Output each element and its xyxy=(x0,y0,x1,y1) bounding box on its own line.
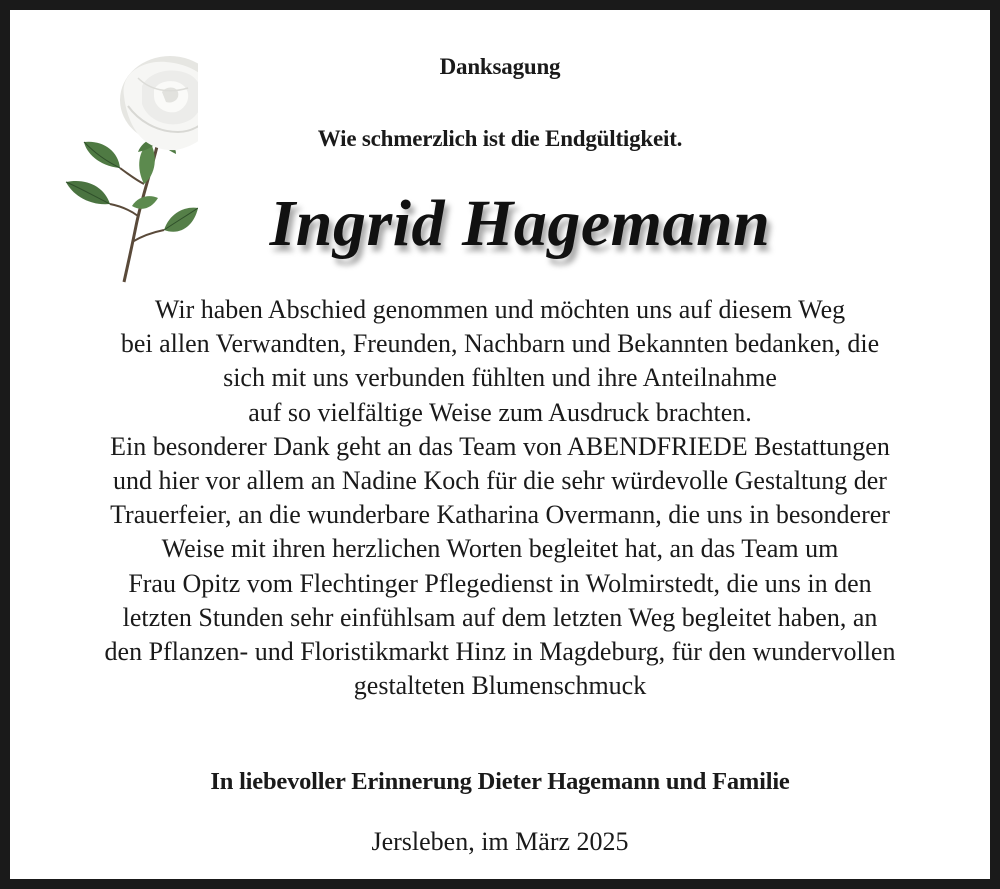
text-line: gestalteten Blumenschmuck xyxy=(353,671,647,701)
text-line: und hier vor allem an Nadine Koch für die sehr würdevolle Gestaltung der xyxy=(113,466,887,496)
text-line: Frau Opitz vom Flechtinger Pflegedienst in Wolmirstedt, die uns in den xyxy=(128,568,872,598)
signature-line: In liebevoller Erinnerung Dieter Hagemann und Familie xyxy=(210,768,790,795)
text-line: Trauerfeier, an die wunderbare Katharina Overmann, die uns in besonderer xyxy=(110,500,890,530)
text-line: den Pflanzen- und Floristikmarkt Hinz in Magdeburg, für den wundervollen xyxy=(104,637,896,667)
deceased-name: Ingrid Hagemann xyxy=(269,187,771,260)
text-line: sich mit uns verbunden fühlten und ihre Anteilnahme xyxy=(223,363,777,393)
text-line: Ein besonderer Dank geht an das Team von ABENDFRIEDE Bestattungen xyxy=(110,431,890,461)
text-line: Wir haben Abschied genommen und möchten uns auf diesem Weg xyxy=(154,295,846,324)
text-line: letzten Stunden sehr einfühlsam auf dem letzten Weg begleitet haben, an xyxy=(122,602,878,632)
text-line: bei allen Verwandten, Freunden, Nachbarn und Bekannten bedanken, die xyxy=(120,329,880,359)
text-line: Weise mit ihren herzlichen Worten begleitet hat, an das Team um xyxy=(161,534,839,564)
gratitude-text xyxy=(40,293,960,703)
notice-motto: Wie schmerzlich ist die Endgültigkeit. xyxy=(317,126,683,151)
notice-heading: Danksagung xyxy=(439,54,561,79)
text-line: auf so vielfältige Weise zum Ausdruck brachten. xyxy=(248,397,752,427)
place-date: Jersleben, im März 2025 xyxy=(371,827,629,856)
